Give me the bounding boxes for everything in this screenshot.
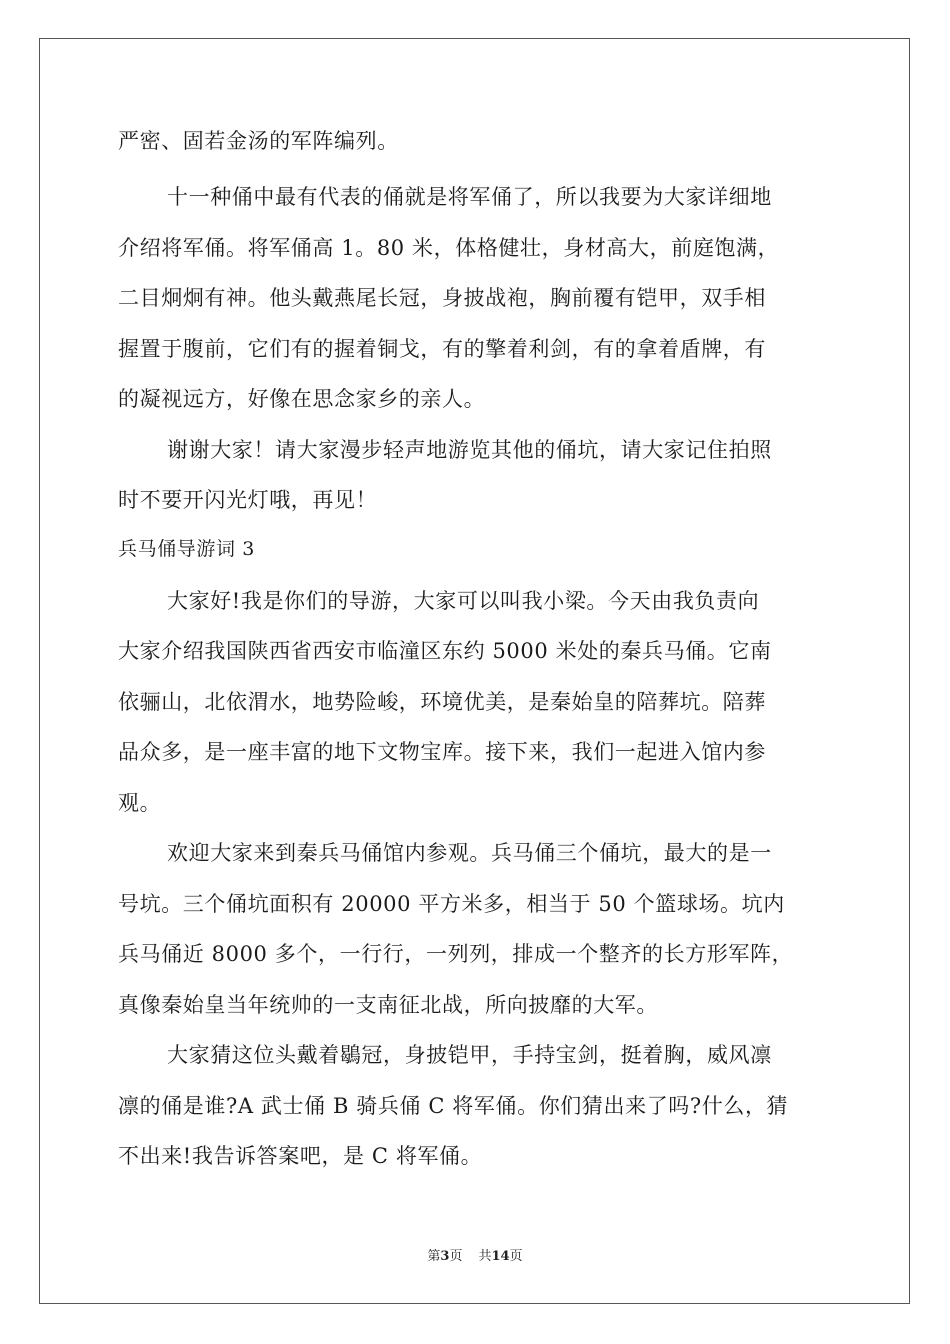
text-line: 时不要开闪光灯哦，再见！ <box>118 488 378 512</box>
page-number: 3 <box>440 1249 450 1264</box>
text-line: 大家介绍我国陕西省西安市临潼区东约 5000 米处的秦兵马俑。它南 <box>118 639 772 663</box>
text-line: 不出来!我告诉答案吧，是 C 将军俑。 <box>118 1144 483 1168</box>
text-line: 观。 <box>118 791 162 815</box>
paragraph-line: 大家好!我是你们的导游，大家可以叫我小梁。今天由我负责向 <box>167 589 760 613</box>
text-line: 介绍将军俑。将军俑高 1。80 米，体格健壮，身材高大，前庭饱满， <box>118 236 780 260</box>
text-line: 的凝视远方，好像在思念家乡的亲人。 <box>118 387 486 411</box>
section-heading: 兵马俑导游词 3 <box>118 538 255 560</box>
page-footer <box>0 1249 950 1265</box>
total-pages: 14 <box>491 1249 510 1264</box>
text-line: 兵马俑近 8000 多个，一行行，一列列，排成一个整齐的长方形军阵， <box>118 942 794 966</box>
paragraph-line: 欢迎大家来到秦兵马俑馆内参观。兵马俑三个俑坑，最大的是一 <box>167 841 772 865</box>
paragraph-line: 谢谢大家！请大家漫步轻声地游览其他的俑坑，请大家记住拍照 <box>167 438 772 462</box>
text-line: 二目炯炯有神。他头戴燕尾长冠，身披战袍，胸前覆有铠甲，双手相 <box>118 286 766 310</box>
paragraph-line: 十一种俑中最有代表的俑就是将军俑了，所以我要为大家详细地 <box>167 185 772 209</box>
text-line: 凛的俑是谁?A 武士俑 B 骑兵俑 C 将军俑。你们猜出来了吗?什么，猜 <box>118 1094 789 1118</box>
total-suffix: 页 <box>509 1249 523 1264</box>
page-suffix: 页 <box>449 1249 463 1264</box>
text-line: 号坑。三个俑坑面积有 20000 平方米多，相当于 50 个篮球场。坑内 <box>118 892 785 916</box>
text-line: 依骊山，北依渭水，地势险峻，环境优美，是秦始皇的陪葬坑。陪葬 <box>118 690 766 714</box>
text-line: 严密、固若金汤的军阵编列。 <box>118 129 399 153</box>
page-prefix: 第 <box>427 1249 441 1264</box>
text-line: 真像秦始皇当年统帅的一支南征北战，所向披靡的大军。 <box>118 993 658 1017</box>
paragraph-line: 大家猜这位头戴着鶡冠，身披铠甲，手持宝剑，挺着胸，威风凛 <box>167 1043 772 1067</box>
text-line: 握置于腹前，它们有的握着铜戈，有的擎着利剑，有的拿着盾牌，有 <box>118 337 766 361</box>
total-prefix: 共 <box>478 1249 492 1264</box>
text-line: 品众多，是一座丰富的地下文物宝库。接下来，我们一起进入馆内参 <box>118 740 766 764</box>
